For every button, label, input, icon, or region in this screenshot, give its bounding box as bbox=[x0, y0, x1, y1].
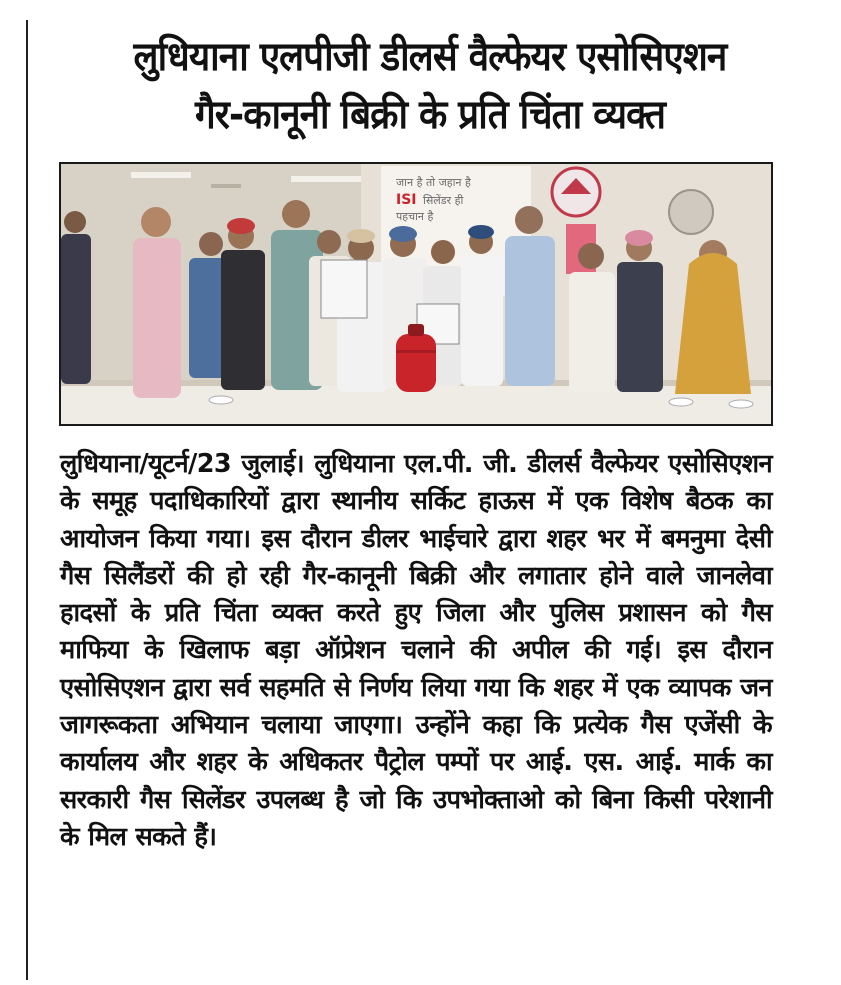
article-body: लुधियाना/यूटर्न/23 जुलाई। लुधियाना एल.पी. जी. डीलर्स वैल्फेयर एसोसिएशन के समूह पदाधिकारियों द्वारा स्थानीय सर्किट हाऊस में एक विशेष बैठक का आयोजन किया गया। इस दौरान डीलर भाईचारे द्वारा शहर भर में बमनुमा देसी गैस सिलैंडरों की हो रही गैर-कानूनी बिक्री और लगातार होने वाले जानलेवा हादसों के प्रति चिंता व्यक्त करते हुए जिला और पुलिस प्रशासन को गैस माफिया के खिलाफ बड़ा ऑप्रेशन चलाने की अपील की गई। इस दौरान एसोसिएशन द्वारा सर्व सहमति से निर्णय लिया गया कि शहर में एक व्यापक जन जागरूकता अभियान चलाया जाएगा। उन्होंने कहा कि प्रत्येक गैस एजेंसी के कार्यालय और शहर के अधिकतर पैट्रोल पम्पों पर आई. एस. आई. मार्क का सरकारी गैस सिलेंडर उपलब्ध है जो कि उपभोक्ताओ को बिना किसी परेशानी के मिल सकते हैं। bbox=[60, 449, 772, 852]
headline-line-1: लुधियाना एलपीजी डीलर्स वैल्फेयर एसोसिएशन bbox=[133, 34, 727, 80]
banner-text-2: सिलेंडर ही bbox=[423, 194, 464, 207]
headline-line-2: गैर-कानूनी बिक्री के प्रति चिंता व्यक्त bbox=[194, 92, 666, 138]
column-divider-rule bbox=[26, 20, 28, 980]
banner-isi-text: ISI bbox=[396, 192, 417, 208]
news-photo bbox=[59, 162, 773, 426]
group-photo-illustration bbox=[61, 164, 771, 424]
headline bbox=[40, 28, 820, 144]
banner-text-1: जान है तो जहान है bbox=[396, 176, 471, 189]
banner-text-3: पहचान है bbox=[396, 210, 434, 223]
